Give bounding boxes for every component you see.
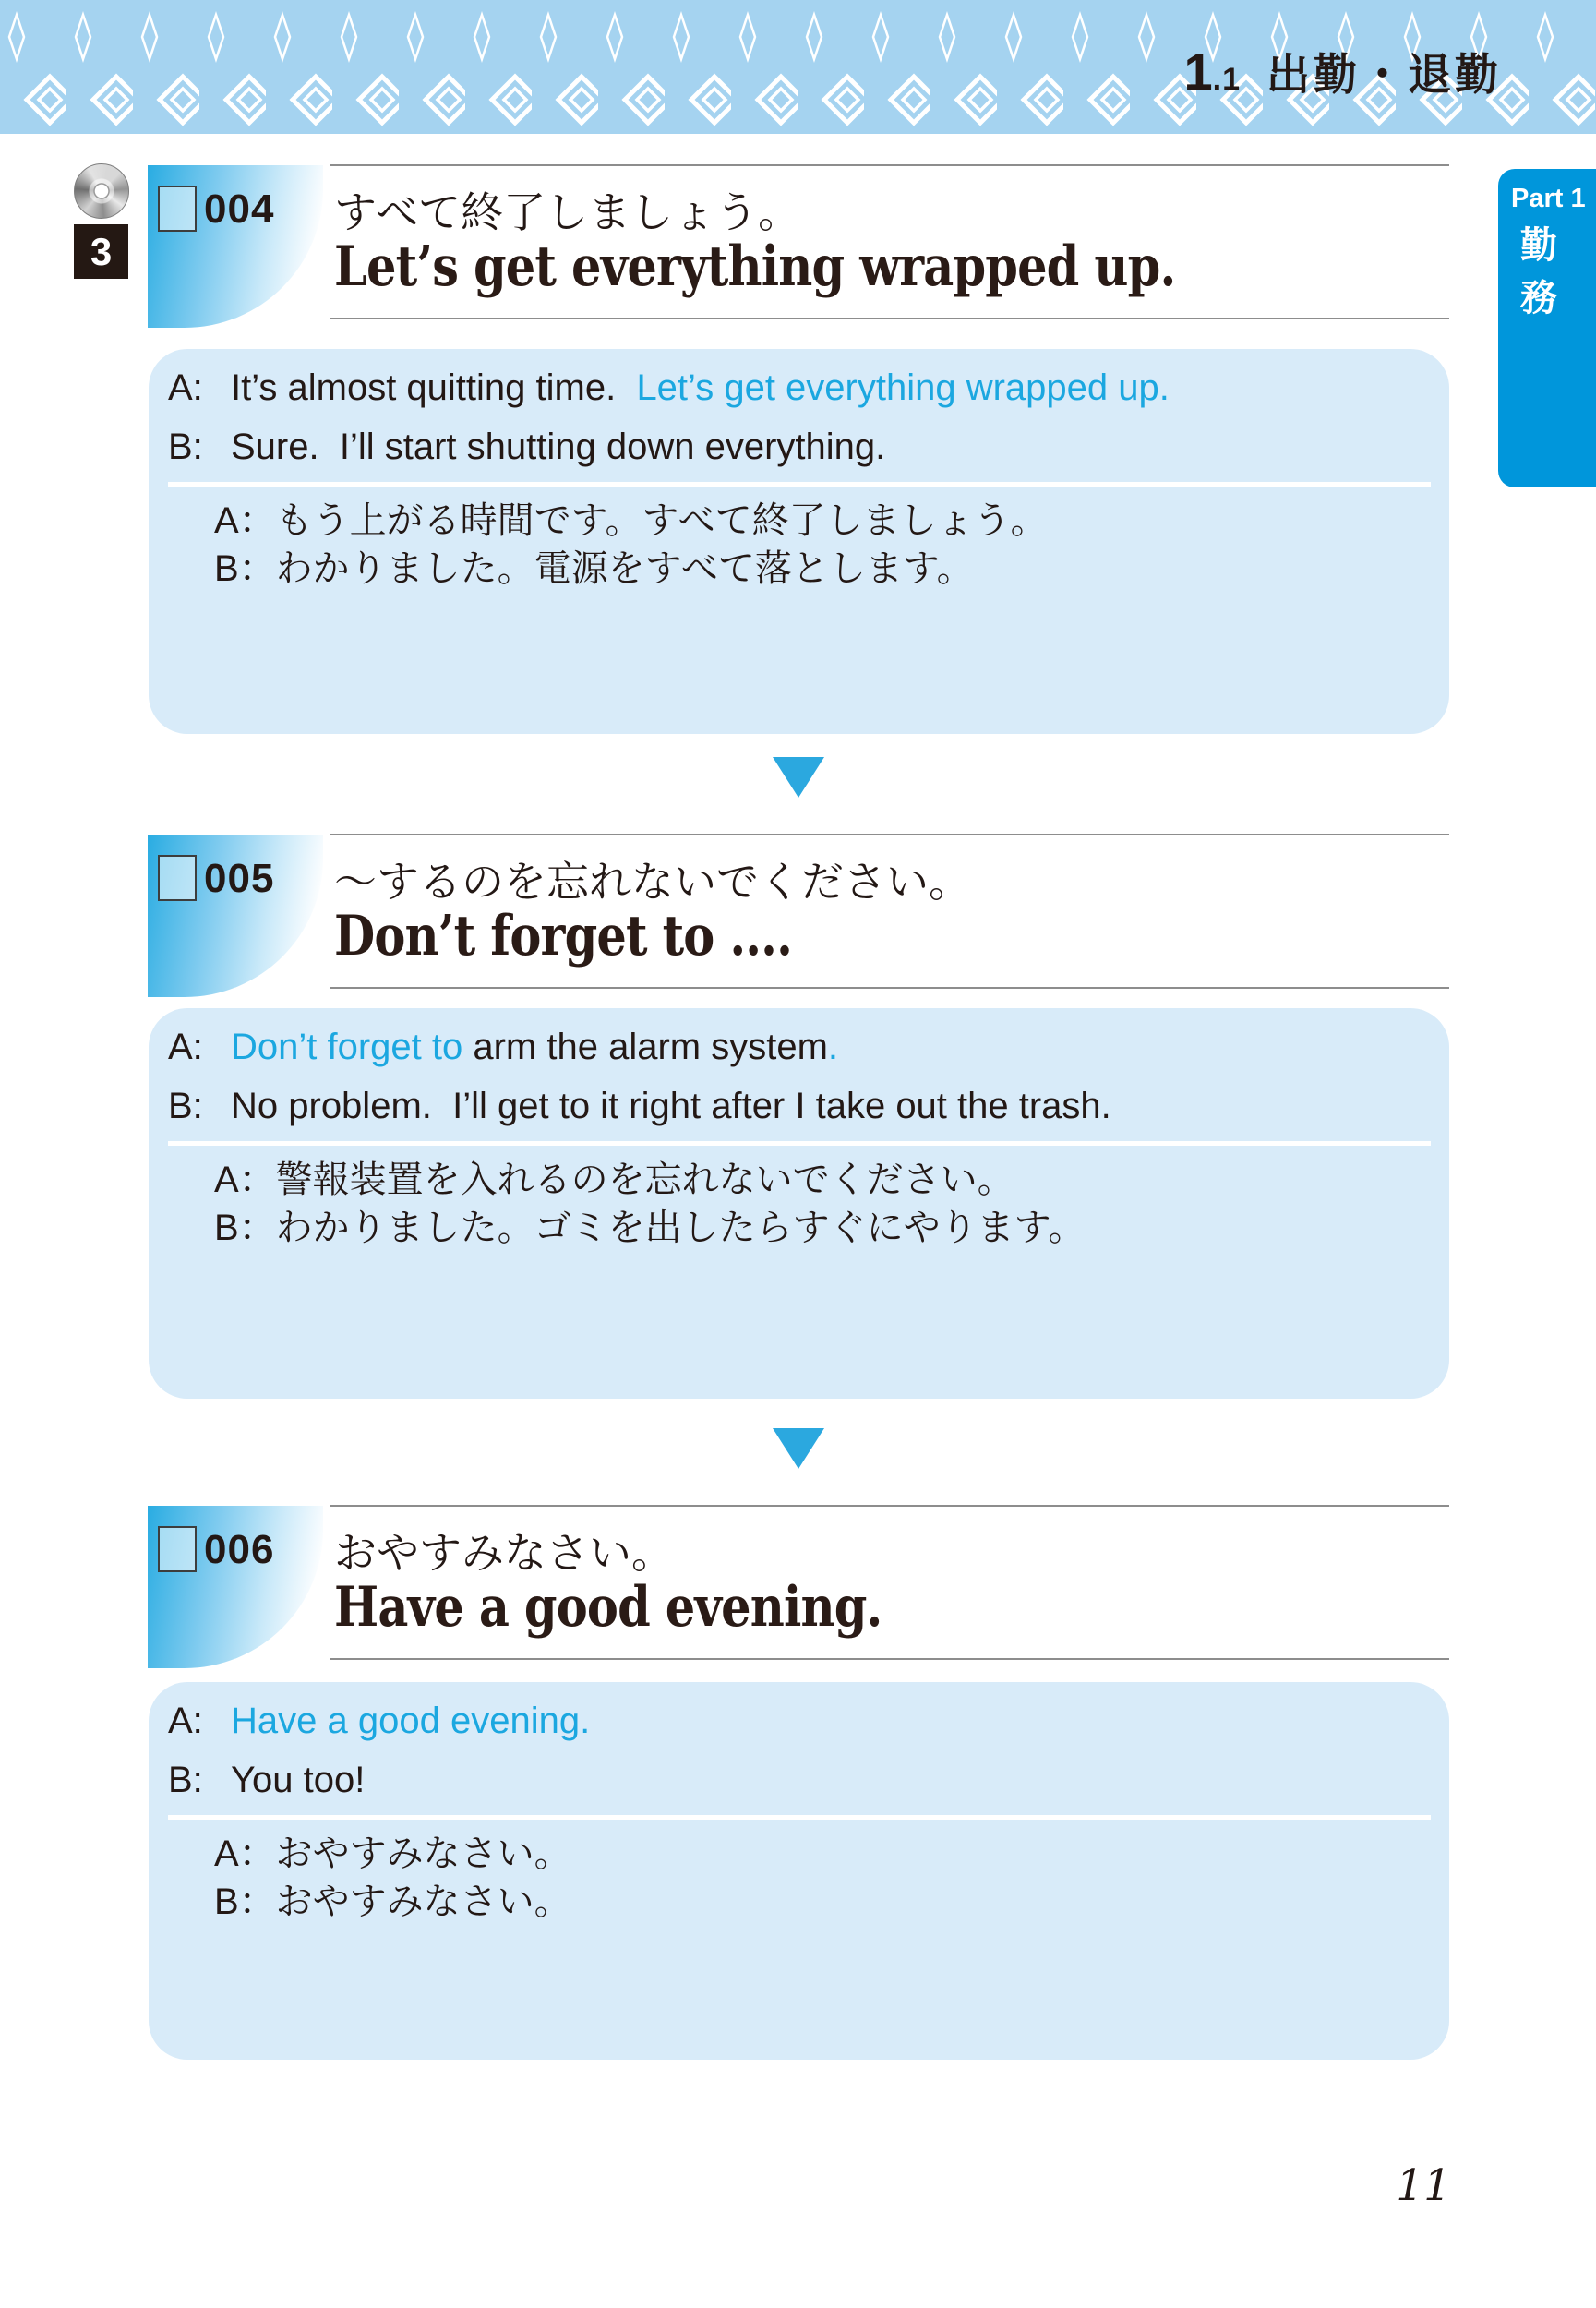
dialogue-line-b xyxy=(149,1082,1442,1130)
dialogue-line-a xyxy=(149,364,1442,412)
en-phrase: Have a good evening. xyxy=(334,1575,882,1640)
category-char-1: 勤 xyxy=(1520,225,1557,266)
rule-top xyxy=(330,834,1449,835)
track-checkbox[interactable] xyxy=(158,186,197,232)
dialogue-line-b xyxy=(149,423,1442,471)
dialogue-line-a xyxy=(149,1023,1442,1071)
dialogue-box-004 xyxy=(149,349,1449,734)
dialogue-a-plain: It’s almost quitting time. xyxy=(231,367,637,408)
speaker-label-a: A: xyxy=(168,1027,203,1067)
rule-bottom xyxy=(330,1658,1449,1660)
dialogue-text-a xyxy=(231,364,1170,412)
dialogue-a-plain: arm the alarm system xyxy=(462,1027,828,1067)
header-band xyxy=(0,0,1596,134)
dialogue-box-005 xyxy=(149,1008,1449,1399)
speaker-label-a: A: xyxy=(168,367,203,408)
en-phrase: Don’t forget to .... xyxy=(334,904,792,968)
jp-phrase: おやすみなさい。 xyxy=(334,1529,674,1577)
section-title: 出勤・退勤 xyxy=(1266,50,1502,99)
track-checkbox[interactable] xyxy=(158,855,197,901)
dialogue-divider xyxy=(168,1815,1431,1820)
dialogue-line-a xyxy=(149,1697,1442,1745)
rule-bottom xyxy=(330,987,1449,989)
jp-translation-a: A：もう上がる時間です。すべて終了しましょう。 xyxy=(214,500,1048,541)
jp-translation-b: B：わかりました。ゴミを出したらすぐにやります。 xyxy=(214,1208,1086,1248)
page-header-title xyxy=(1183,41,1502,102)
entry-number: 006 xyxy=(204,1527,275,1572)
en-phrase: Let’s get everything wrapped up. xyxy=(334,234,1176,299)
jp-phrase: すべて終了しましょう。 xyxy=(334,188,801,236)
dialogue-text-b: Sure. I’ll start shutting down everything. xyxy=(231,427,886,467)
jp-translation-b: B：わかりました。電源をすべて落とします。 xyxy=(214,548,974,589)
disc-number-badge: 3 xyxy=(74,224,128,279)
entry-number: 005 xyxy=(204,856,275,901)
section-arrow-icon xyxy=(773,757,824,798)
jp-translation-a: A：おやすみなさい。 xyxy=(214,1833,571,1874)
entry-006 xyxy=(0,1505,1596,1676)
dialogue-text-b: No problem. I’ll get to it right after I take out the trash. xyxy=(231,1086,1111,1126)
dialogue-divider xyxy=(168,482,1431,487)
section-arrow-icon xyxy=(773,1428,824,1469)
dialogue-text-b: You too! xyxy=(231,1760,366,1800)
part-label: Part 1 xyxy=(1511,184,1586,213)
page-number: 11 xyxy=(1396,2160,1451,2211)
speaker-label-b: B: xyxy=(168,1760,203,1800)
dialogue-text-a xyxy=(231,1023,838,1071)
section-number: 1 xyxy=(1183,42,1213,101)
speaker-label-b: B: xyxy=(168,1086,203,1126)
entry-number: 004 xyxy=(204,186,275,232)
section-subnumber: .1 xyxy=(1212,62,1241,97)
entry-004 xyxy=(0,164,1596,335)
jp-phrase: ～するのを忘れないでください。 xyxy=(334,858,971,906)
jp-translation-b: B：おやすみなさい。 xyxy=(214,1881,571,1922)
dialogue-a-keyphrase: Let’s get everything wrapped up. xyxy=(636,367,1170,408)
dialogue-a-keyphrase: Have a good evening. xyxy=(231,1701,591,1741)
rule-bottom xyxy=(330,318,1449,319)
dialogue-line-b xyxy=(149,1756,1442,1804)
dialogue-a-keyphrase: Don’t forget to xyxy=(231,1027,463,1067)
speaker-label-b: B: xyxy=(168,427,203,467)
entry-005 xyxy=(0,834,1596,1004)
category-char-2: 務 xyxy=(1520,277,1557,319)
dialogue-box-006 xyxy=(149,1682,1449,2060)
track-checkbox[interactable] xyxy=(158,1526,197,1572)
dialogue-divider xyxy=(168,1141,1431,1146)
speaker-label-a: A: xyxy=(168,1701,203,1741)
jp-translation-a: A：警報装置を入れるのを忘れないでください。 xyxy=(214,1160,1014,1200)
rule-top xyxy=(330,1505,1449,1507)
dialogue-a-keyphrase-tail: . xyxy=(827,1027,839,1067)
rule-top xyxy=(330,164,1449,166)
